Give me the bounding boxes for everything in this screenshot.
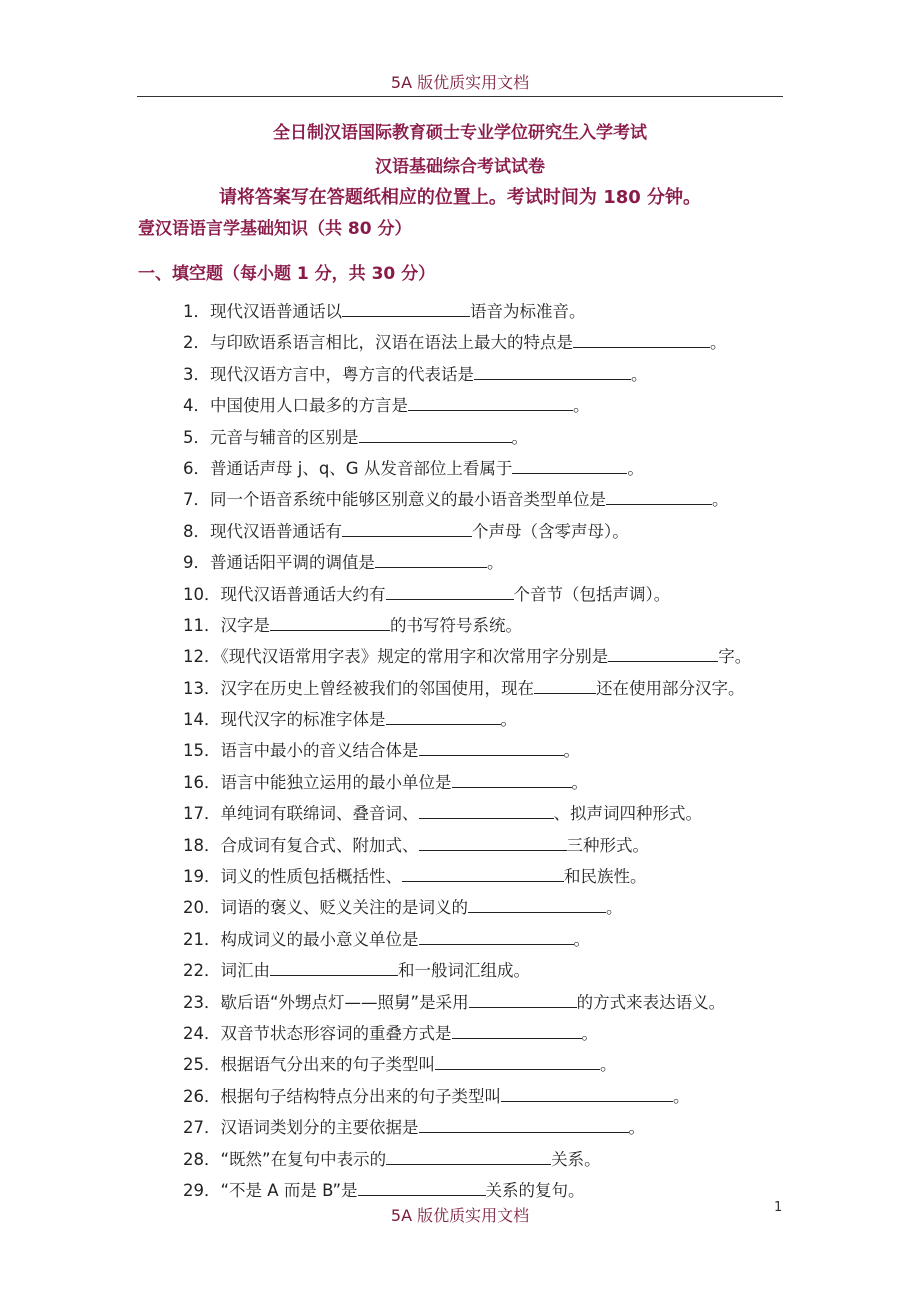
question-list (183, 298, 803, 1208)
question-number: 29． (183, 1180, 221, 1200)
answer-blank (512, 455, 627, 474)
answer-blank (419, 1114, 629, 1133)
question-text-after: 还在使用部分汉字。 (596, 678, 745, 698)
question-item (183, 486, 803, 517)
exam-subtitle: 汉语基础综合考试试卷 (375, 157, 545, 177)
question-text-after: 。 (581, 1023, 598, 1043)
question-text: 元音与辅音的区别是 (210, 427, 359, 447)
question-text: 词语的褒义、贬义关注的是词义的 (220, 898, 468, 918)
question-text-after: 。 (712, 490, 729, 510)
question-number: 6． (183, 458, 210, 478)
question-item (183, 329, 803, 360)
answer-blank (452, 1020, 582, 1039)
question-number: 26． (183, 1086, 221, 1106)
question-text: 歇后语“外甥点灯——照舅”是采用 (220, 992, 469, 1012)
question-text: 单纯词有联绵词、叠音词、 (220, 804, 419, 824)
answer-blank (342, 518, 472, 537)
question-number: 19． (183, 867, 221, 887)
header-divider (137, 96, 783, 97)
question-number: 25． (183, 1055, 221, 1075)
question-item (183, 989, 803, 1020)
question-number: 10． (183, 584, 221, 604)
question-item (183, 612, 803, 643)
question-text: 根据句子结构特点分出来的句子类型叫 (220, 1086, 501, 1106)
question-item (183, 643, 803, 674)
answer-blank (474, 361, 631, 380)
question-number: 21． (183, 929, 221, 949)
question-text-after: 个声母（含零声母）。 (472, 521, 629, 541)
question-item (183, 518, 803, 549)
question-text: 双音节状态形容词的重叠方式是 (220, 1023, 452, 1043)
question-item (183, 298, 803, 329)
question-text: 合成词有复合式、附加式、 (220, 835, 419, 855)
answer-blank (606, 486, 712, 505)
part-heading: 壹汉语语言学基础知识（共 80 分） (138, 219, 412, 239)
question-item (183, 455, 803, 486)
question-text: 汉字是 (220, 615, 270, 635)
question-item (183, 1083, 803, 1114)
answer-blank (270, 957, 398, 976)
question-item (183, 361, 803, 392)
question-number: 20． (183, 898, 221, 918)
question-text-after: 关系。 (551, 1149, 601, 1169)
question-number: 5． (183, 427, 210, 447)
question-number: 16． (183, 772, 221, 792)
question-text-after: 。 (631, 364, 648, 384)
question-text-after: 。 (600, 1055, 617, 1075)
exam-title: 全日制汉语国际教育硕士专业学位研究生入学考试 (273, 123, 647, 143)
exam-instructions: 请将答案写在答题纸相应的位置上。考试时间为 180 分钟。 (218, 187, 702, 208)
answer-blank (435, 1051, 600, 1070)
question-text: 《现代汉语常用字表》规定的常用字和次常用字分别是 (220, 647, 609, 667)
answer-blank (419, 832, 567, 851)
answer-blank (408, 392, 573, 411)
question-number: 15． (183, 741, 221, 761)
question-number: 23． (183, 992, 221, 1012)
question-text-after: 。 (500, 710, 517, 730)
question-number: 1． (183, 302, 210, 321)
question-text: 中国使用人口最多的方言是 (210, 396, 408, 416)
question-item (183, 926, 803, 957)
answer-blank (469, 989, 577, 1008)
question-text: 同一个语音系统中能够区别意义的最小语音类型单位是 (210, 490, 606, 510)
section-heading: 一、填空题（每小题 1 分，共 30 分） (138, 264, 436, 284)
question-text: 普通话声母 j、q、G 从发音部位上看属于 (210, 458, 513, 478)
question-item (183, 549, 803, 580)
question-text-after: 三种形式。 (566, 835, 649, 855)
question-text-after: 。 (673, 1086, 690, 1106)
question-number: 28． (183, 1149, 221, 1169)
question-item (183, 863, 803, 894)
question-number: 11． (183, 615, 221, 635)
answer-blank (270, 612, 390, 631)
question-number: 22． (183, 961, 221, 981)
question-text: 词义的性质包括概括性、 (220, 867, 402, 887)
question-text-after: 关系的复句。 (485, 1180, 585, 1200)
question-item (183, 675, 803, 706)
answer-blank (386, 1146, 551, 1165)
question-number: 12． (183, 647, 221, 667)
question-text: 词汇由 (220, 961, 270, 981)
question-item (183, 957, 803, 988)
answer-blank (402, 863, 564, 882)
question-text: 现代汉语普通话有 (210, 521, 342, 541)
question-item (183, 1020, 803, 1051)
question-text-after: 个音节（包括声调）。 (513, 584, 671, 604)
question-item (183, 800, 803, 831)
question-number: 27． (183, 1118, 221, 1138)
question-text: 普通话阳平调的调值是 (210, 553, 375, 573)
question-text-after: 、拟声词四种形式。 (553, 804, 702, 824)
answer-blank (419, 800, 554, 819)
question-number: 18． (183, 835, 221, 855)
question-text: 汉语词类划分的主要依据是 (220, 1118, 419, 1138)
question-item (183, 737, 803, 768)
question-item (183, 581, 803, 612)
answer-blank (375, 549, 487, 568)
question-number: 2． (183, 333, 210, 353)
question-text-after: 和一般词汇组成。 (398, 961, 530, 981)
question-text-after: 。 (511, 427, 528, 447)
question-text: 汉字在历史上曾经被我们的邻国使用，现在 (220, 678, 534, 698)
question-text-after: 。 (573, 396, 590, 416)
answer-blank (386, 706, 501, 725)
question-item (183, 424, 803, 455)
question-text-after: 。 (628, 1118, 645, 1138)
question-text-after: 。 (710, 333, 727, 353)
question-number: 9． (183, 553, 210, 573)
question-text: 现代汉语普通话以 (210, 302, 342, 321)
question-text: 语言中最小的音义结合体是 (220, 741, 419, 761)
answer-blank (419, 737, 564, 756)
answer-blank (534, 675, 596, 694)
question-text-after: 。 (606, 898, 623, 918)
question-text-after: 和民族性。 (564, 867, 647, 887)
question-item (183, 1114, 803, 1145)
question-item (183, 769, 803, 800)
answer-blank (359, 424, 512, 443)
question-text-after: 。 (487, 553, 504, 573)
page-header: 5A 版优质实用文档 (390, 73, 530, 92)
question-text: 现代汉语普通话大约有 (220, 584, 386, 604)
answer-blank (358, 1177, 486, 1196)
question-number: 8． (183, 521, 210, 541)
question-text-after: 的书写符号系统。 (390, 615, 522, 635)
question-item (183, 894, 803, 925)
question-number: 24． (183, 1023, 221, 1043)
question-text-after: 。 (627, 458, 644, 478)
question-number: 17． (183, 804, 221, 824)
answer-blank (452, 769, 572, 788)
answer-blank (608, 643, 718, 662)
answer-blank (573, 329, 710, 348)
question-item (183, 392, 803, 423)
answer-blank (501, 1083, 673, 1102)
answer-blank (419, 926, 574, 945)
page-footer: 5A 版优质实用文档 (390, 1206, 530, 1225)
question-text-after: 的方式来表达语义。 (576, 992, 726, 1012)
answer-blank (386, 581, 514, 600)
answer-blank (468, 894, 606, 913)
question-item (183, 1146, 803, 1177)
question-number: 4． (183, 396, 210, 416)
question-item (183, 706, 803, 737)
question-text: 现代汉语方言中，粤方言的代表话是 (210, 364, 474, 384)
question-text: 语言中能独立运用的最小单位是 (220, 772, 452, 792)
question-text-after: 字。 (718, 647, 752, 667)
question-number: 7． (183, 490, 210, 510)
question-text: “既然”在复句中表示的 (220, 1149, 387, 1169)
question-number: 13． (183, 678, 221, 698)
question-item (183, 1051, 803, 1082)
question-text-after: 。 (563, 741, 580, 761)
question-text: 现代汉字的标准字体是 (220, 710, 386, 730)
question-text: 构成词义的最小意义单位是 (220, 929, 419, 949)
question-text: 根据语气分出来的句子类型叫 (220, 1055, 435, 1075)
question-item (183, 832, 803, 863)
question-number: 3． (183, 364, 210, 384)
page-number: 1 (774, 1200, 783, 1215)
question-text: “不是 A 而是 B”是 (220, 1180, 358, 1200)
answer-blank (342, 298, 470, 317)
question-text-after: 。 (571, 772, 588, 792)
question-text-after: 语音为标准音。 (470, 302, 586, 321)
question-number: 14． (183, 710, 221, 730)
question-text-after: 。 (573, 929, 590, 949)
question-text: 与印欧语系语言相比，汉语在语法上最大的特点是 (210, 333, 573, 353)
